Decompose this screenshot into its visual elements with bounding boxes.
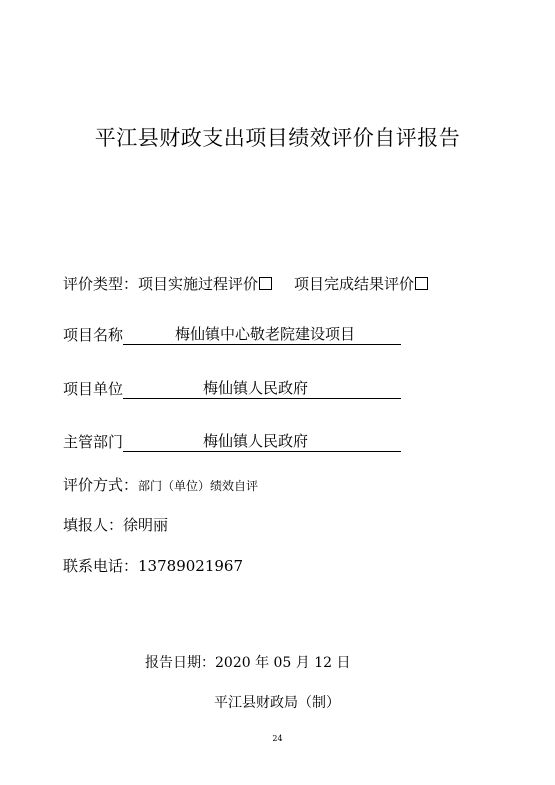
project-unit-label: 项目单位 [63,380,124,398]
evaluation-method-value: 部门（单位）绩效自评 [138,479,259,493]
project-name-value: 梅仙镇中心敬老院建设项目 [123,325,401,345]
evaluation-method-row [63,474,258,495]
filler-label: 填报人： [63,516,124,534]
option-result-label: 项目完成结果评价 [294,275,415,293]
phone-label: 联系电话： [63,557,139,575]
supervisor-dept-value: 梅仙镇人民政府 [123,432,401,452]
supervisor-dept-label: 主管部门 [63,433,124,451]
project-name-row [63,324,401,345]
page-number: 24 [272,734,283,743]
filler-value: 徐明丽 [123,516,169,534]
evaluation-type-row [63,273,428,294]
phone-row [63,555,243,576]
option-process-label: 项目实施过程评价 [138,275,259,293]
project-name-label: 项目名称 [63,326,124,344]
supervisor-dept-row [63,431,401,452]
checkbox-result[interactable] [415,277,428,290]
report-date: 报告日期：2020 年 05 月 12 日 [145,655,351,671]
evaluation-type-label: 评价类型： [63,275,139,293]
evaluation-method-label: 评价方式： [63,476,139,494]
filler-row [63,514,168,535]
report-title: 平江县财政支出项目绩效评价自评报告 [94,126,461,150]
maker-line: 平江县财政局（制） [214,695,340,711]
project-unit-row [63,378,401,399]
phone-value: 13789021967 [138,557,243,575]
checkbox-process[interactable] [259,277,272,290]
project-unit-value: 梅仙镇人民政府 [123,379,401,399]
